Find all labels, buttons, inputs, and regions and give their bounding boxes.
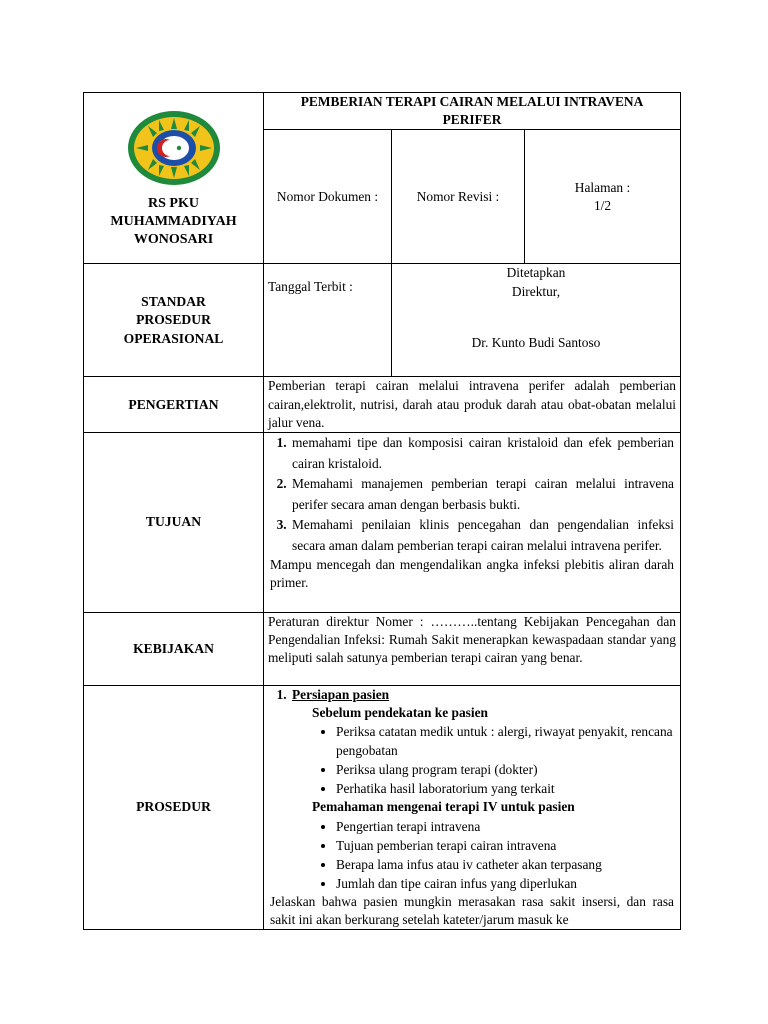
document-title <box>264 93 681 130</box>
list-item: • Periksa ulang program terapi (dokter) <box>336 760 674 779</box>
muhammadiyah-sun-logo-icon <box>126 109 222 187</box>
tujuan-item-text: Memahami penilaian klinis pencegahan dan pengendalian infeksi secara aman dalam pemberian terapi cairan melalui intravena perifer. <box>292 517 674 553</box>
list-item: • Tujuan pemberian terapi cairan intravena <box>336 836 674 855</box>
tujuan-list <box>264 433 680 556</box>
tujuan-label: TUJUAN <box>84 433 264 613</box>
prosedur-bullet-list <box>264 722 680 798</box>
list-item <box>290 433 674 474</box>
document-title-line: PERIFER <box>442 112 502 128</box>
prosedur-label: PROSEDUR <box>84 686 264 930</box>
kebijakan-text: Peraturan direktur Nomer : ………..tentang Kebijakan Pencegahan dan Pengendalian Infeksi: Rumah Sakit menerapkan kewaspadaan standar yang meliputi salah satunya pemberian terapi cairan yang benar. <box>264 613 681 686</box>
director-name: Dr. Kunto Budi Santoso <box>471 334 601 350</box>
pengertian-text: Pemberian terapi cairan melalui intravena perifer adalah pemberian cairan,elektrolit, nutrisi, darah atau produk darah atau obat-obatan melalui jalur vena. <box>264 377 681 433</box>
sop-label-line: OPERASIONAL <box>123 330 224 346</box>
tujuan-item-text: memahami tipe dan komposisi cairan kristaloid dan efek pemberian cairan kristaloid. <box>292 435 674 471</box>
sop-label-cell <box>84 264 264 377</box>
signature-cell <box>392 264 681 377</box>
list-item <box>290 515 674 556</box>
prosedur-subheading: Sebelum pendekatan ke pasien <box>312 705 488 721</box>
hospital-name-line: WONOSARI <box>133 232 214 248</box>
hospital-identity-cell <box>84 93 264 264</box>
list-item <box>290 686 674 704</box>
nomor-revisi-label: Nomor Revisi : <box>416 188 500 204</box>
direktur-text: Direktur, <box>511 283 561 299</box>
prosedur-list <box>264 686 680 704</box>
nomor-revisi-cell <box>392 130 525 264</box>
tanggal-terbit-label: Tanggal Terbit : <box>268 279 353 295</box>
prosedur-closing: Jelaskan bahwa pasien mungkin merasakan rasa sakit insersi, dan rasa sakit ini akan berkurang setelah kateter/jarum masuk ke <box>270 893 674 927</box>
prosedur-step-title: Persiapan pasien <box>292 687 390 703</box>
sop-label-line: STANDAR <box>141 294 206 310</box>
nomor-dokumen-label: Nomor Dokumen : <box>276 188 379 204</box>
sop-table <box>83 92 681 930</box>
list-item: • Pengertian terapi intravena <box>336 817 674 836</box>
list-item: • Jumlah dan tipe cairan infus yang diperlukan <box>336 874 674 893</box>
ditetapkan-text: Ditetapkan <box>506 265 566 281</box>
halaman-label: Halaman : <box>574 179 631 195</box>
tujuan-content <box>264 433 681 613</box>
pengertian-label: PENGERTIAN <box>84 377 264 433</box>
hospital-name-line: RS PKU <box>148 196 199 212</box>
hospital-name-line: MUHAMMADIYAH <box>110 214 237 230</box>
halaman-value: 1/2 <box>593 197 612 213</box>
tujuan-closing: Mampu mencegah dan mengendalikan angka infeksi plebitis aliran darah primer. <box>270 557 674 591</box>
halaman-cell <box>525 130 681 264</box>
list-item <box>290 474 674 515</box>
kebijakan-label: KEBIJAKAN <box>84 613 264 686</box>
document-title-line: PEMBERIAN TERAPI CAIRAN MELALUI INTRAVENA <box>300 94 644 109</box>
prosedur-subheading: Pemahaman mengenai terapi IV untuk pasien <box>312 799 575 815</box>
nomor-dokumen-cell <box>264 130 392 264</box>
list-item: • Perhatika hasil laboratorium yang terkait <box>336 779 674 798</box>
prosedur-content <box>264 686 681 930</box>
tanggal-terbit-cell <box>264 264 392 377</box>
prosedur-bullet-list <box>264 817 680 893</box>
sop-label-line: PROSEDUR <box>136 312 211 328</box>
tujuan-item-text: Memahami manajemen pemberian terapi cairan melalui intravena perifer secara aman dengan berbasis bukti. <box>292 476 674 512</box>
list-item: • Berapa lama infus atau iv catheter akan terpasang <box>336 855 674 874</box>
list-item: • Periksa catatan medik untuk : alergi, riwayat penyakit, rencana pengobatan <box>336 722 674 760</box>
hospital-name <box>84 195 263 263</box>
